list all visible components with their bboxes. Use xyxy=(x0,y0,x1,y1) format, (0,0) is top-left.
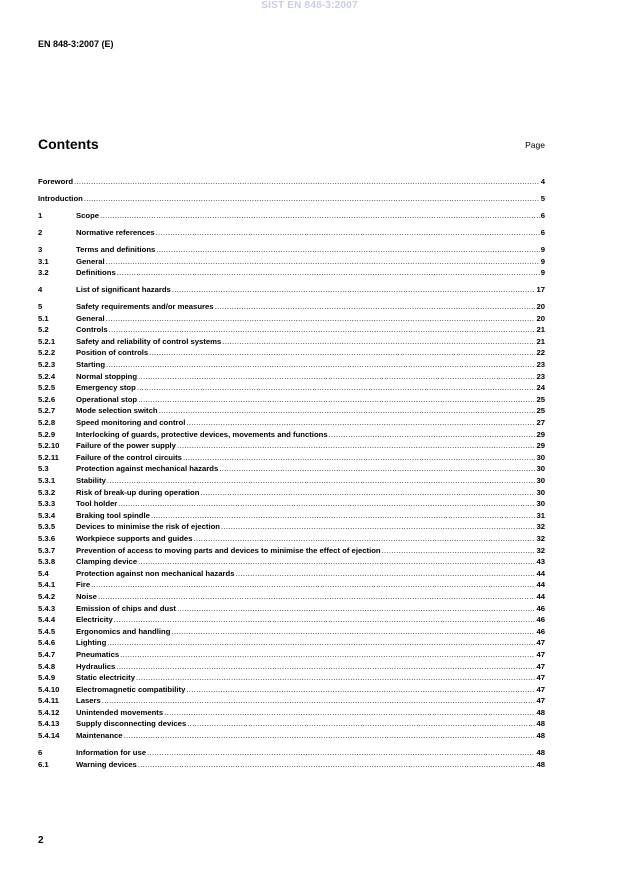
toc-entry[interactable] xyxy=(38,176,545,188)
toc-entry-number: 6.1 xyxy=(38,759,49,769)
toc-entry-number: 5.3.3 xyxy=(38,499,56,509)
toc-entry-page: 30 xyxy=(536,499,545,509)
toc-entry-page: 46 xyxy=(536,603,545,613)
toc-dot-leader xyxy=(98,591,536,603)
toc-dot-leader xyxy=(221,521,535,533)
toc-entry-title: Safety requirements and/or measures xyxy=(76,302,214,312)
toc-entry-title: Definitions xyxy=(76,268,116,278)
toc-entry[interactable] xyxy=(38,284,545,296)
toc-entry[interactable] xyxy=(38,244,545,256)
toc-entry[interactable] xyxy=(38,626,545,638)
toc-dot-leader xyxy=(106,256,540,268)
toc-entry[interactable] xyxy=(38,475,545,487)
toc-entry-title: Safety and reliability of control systems xyxy=(76,336,222,346)
toc-entry-title: Pneumatics xyxy=(76,649,120,659)
toc-entry-number: 5.4.7 xyxy=(38,649,56,659)
toc-dot-leader xyxy=(138,371,535,383)
toc-entry[interactable] xyxy=(38,672,545,684)
toc-entry-number: 5.4.1 xyxy=(38,580,56,590)
toc-entry-title: List of significant hazards xyxy=(76,285,171,295)
toc-entry-title: Warning devices xyxy=(76,759,137,769)
toc-entry[interactable] xyxy=(38,684,545,696)
toc-dot-leader xyxy=(215,301,536,313)
toc-entry-title: General xyxy=(76,256,105,266)
toc-entry-page: 46 xyxy=(536,626,545,636)
toc-entry-page: 24 xyxy=(536,383,545,393)
toc-entry-page: 30 xyxy=(536,487,545,497)
toc-dot-leader xyxy=(177,440,535,452)
toc-entry-page: 32 xyxy=(536,545,545,555)
toc-dot-leader xyxy=(177,603,535,615)
toc-entry-title: Noise xyxy=(76,591,97,601)
toc-entry-page: 48 xyxy=(536,748,545,758)
toc-dot-leader xyxy=(138,556,535,568)
toc-entry-number: 5.3.5 xyxy=(38,522,56,532)
toc-entry-title: Protection against mechanical hazards xyxy=(76,464,219,474)
toc-dot-leader xyxy=(102,695,536,707)
toc-entry-title: Terms and definitions xyxy=(76,244,156,254)
toc-entry[interactable] xyxy=(38,347,545,359)
toc-entry-title: Information for use xyxy=(76,748,147,758)
toc-entry-number: 5.4.10 xyxy=(38,684,60,694)
toc-entry-title: Operational stop xyxy=(76,394,138,404)
toc-dot-leader xyxy=(84,193,540,205)
toc-entry-title: Maintenance xyxy=(76,731,123,741)
toc-entry-number: 5.2.2 xyxy=(38,348,56,358)
toc-entry-title: Devices to minimise the risk of ejection xyxy=(76,522,220,532)
toc-entry-page: 30 xyxy=(536,464,545,474)
toc-entry-title: Introduction xyxy=(38,193,83,203)
toc-entry-number: 5.2.3 xyxy=(38,360,56,370)
toc-entry-number: 5.2.11 xyxy=(38,452,59,462)
toc-entry[interactable] xyxy=(38,405,545,417)
toc-dot-leader xyxy=(136,672,535,684)
toc-dot-leader xyxy=(171,626,535,638)
toc-entry[interactable] xyxy=(38,324,545,336)
toc-entry[interactable] xyxy=(38,359,545,371)
toc-entry-title: Normal stopping xyxy=(76,371,138,381)
toc-entry-title: Fire xyxy=(76,580,91,590)
toc-entry-title: Protection against non mechanical hazards xyxy=(76,568,235,578)
toc-entry[interactable] xyxy=(38,730,545,742)
toc-entry-title: Unintended movements xyxy=(76,707,164,717)
toc-entry-number: 5.4.13 xyxy=(38,719,60,729)
toc-dot-leader xyxy=(106,359,535,371)
toc-entry[interactable] xyxy=(38,440,545,452)
toc-entry[interactable] xyxy=(38,452,545,464)
toc-dot-leader xyxy=(107,637,535,649)
toc-entry-page: 48 xyxy=(536,707,545,717)
toc-entry-number: 5.3.6 xyxy=(38,533,56,543)
toc-entry-page: 17 xyxy=(536,285,545,295)
toc-entry[interactable] xyxy=(38,227,545,239)
toc-entry-title: Interlocking of guards, protective devices, movements and functions xyxy=(76,429,328,439)
toc-dot-leader xyxy=(151,510,536,522)
toc-dot-leader xyxy=(187,718,535,730)
toc-entry[interactable] xyxy=(38,267,545,279)
toc-entry[interactable] xyxy=(38,382,545,394)
toc-dot-leader xyxy=(329,429,536,441)
toc-entry-page: 44 xyxy=(536,580,545,590)
toc-dot-leader xyxy=(118,498,535,510)
toc-entry-title: Failure of the control circuits xyxy=(76,452,182,462)
toc-entry-number: 5.4.4 xyxy=(38,615,56,625)
toc-entry[interactable] xyxy=(38,301,545,313)
toc-entry[interactable] xyxy=(38,417,545,429)
toc-entry[interactable] xyxy=(38,510,545,522)
toc-dot-leader xyxy=(156,227,540,239)
toc-dot-leader xyxy=(74,176,540,188)
toc-entry-number: 5.4.11 xyxy=(38,696,59,706)
toc-dot-leader xyxy=(172,284,536,296)
toc-entry[interactable] xyxy=(38,637,545,649)
toc-entry-number: 5.4.14 xyxy=(38,731,60,741)
toc-entry-title: Risk of break-up during operation xyxy=(76,487,200,497)
toc-entry-number: 5.4 xyxy=(38,568,49,578)
toc-dot-leader xyxy=(91,579,535,591)
toc-entry[interactable] xyxy=(38,371,545,383)
toc-entry-title: Ergonomics and handling xyxy=(76,626,171,636)
toc-entry[interactable] xyxy=(38,533,545,545)
toc-entry-page: 25 xyxy=(536,406,545,416)
toc-entry-page: 9 xyxy=(540,256,545,266)
toc-dot-leader xyxy=(147,747,535,759)
toc-entry-number: 5.4.8 xyxy=(38,661,56,671)
toc-entry[interactable] xyxy=(38,256,545,268)
toc-dot-leader xyxy=(219,463,535,475)
toc-entry-page: 48 xyxy=(536,759,545,769)
toc-dot-leader xyxy=(183,452,536,464)
page-column-label: Page xyxy=(525,140,545,150)
toc-entry-page: 9 xyxy=(540,268,545,278)
toc-entry-page: 25 xyxy=(536,394,545,404)
toc-dot-leader xyxy=(116,661,535,673)
toc-entry-title: Foreword xyxy=(38,177,74,186)
toc-dot-leader xyxy=(120,649,535,661)
toc-entry-page: 48 xyxy=(536,719,545,729)
toc-entry-number: 5.2.6 xyxy=(38,394,56,404)
toc-entry-page: 6 xyxy=(540,227,545,237)
toc-entry-page: 5 xyxy=(540,193,545,203)
toc-entry-page: 32 xyxy=(536,522,545,532)
toc-entry[interactable] xyxy=(38,463,545,475)
toc-entry-number: 5 xyxy=(38,302,43,312)
toc-entry-title: Scope xyxy=(76,210,100,220)
toc-entry[interactable] xyxy=(38,193,545,205)
toc-entry-title: Static electricity xyxy=(76,673,135,683)
toc-dot-leader xyxy=(186,684,535,696)
toc-entry-title: Braking tool spindle xyxy=(76,510,150,520)
toc-entry-number: 5.3 xyxy=(38,464,49,474)
toc-entry-number: 5.2.8 xyxy=(38,418,56,428)
toc-entry-page: 20 xyxy=(536,313,545,323)
toc-entry[interactable] xyxy=(38,210,545,222)
toc-entry-number: 5.4.3 xyxy=(38,603,56,613)
toc-entry-number: 5.3.8 xyxy=(38,557,56,567)
toc-dot-leader xyxy=(149,347,535,359)
page-number: 2 xyxy=(38,835,44,846)
toc-entry-page: 29 xyxy=(536,429,545,439)
toc-dot-leader xyxy=(117,267,540,279)
toc-dot-leader xyxy=(164,707,535,719)
toc-dot-leader xyxy=(114,614,536,626)
toc-entry-page: 32 xyxy=(536,533,545,543)
toc-entry-title: Lighting xyxy=(76,638,107,648)
toc-entry-page: 23 xyxy=(536,371,545,381)
toc-entry-page: 6 xyxy=(540,210,545,220)
toc-entry-page: 21 xyxy=(536,325,545,335)
toc-entry-title: Emission of chips and dust xyxy=(76,603,176,613)
toc-entry-title: Prevention of access to moving parts and devices to minimise the effect of ejection xyxy=(76,545,381,555)
toc-entry-number: 5.1 xyxy=(38,313,49,323)
toc-entry[interactable] xyxy=(38,614,545,626)
toc-entry[interactable] xyxy=(38,661,545,673)
toc-entry-number: 5.3.2 xyxy=(38,487,56,497)
toc-entry[interactable] xyxy=(38,498,545,510)
toc-entry-number: 3 xyxy=(38,244,43,254)
toc-entry-page: 47 xyxy=(536,661,545,671)
toc-entry-title: Tool holder xyxy=(76,499,118,509)
toc-dot-leader xyxy=(222,336,535,348)
toc-dot-leader xyxy=(156,244,539,256)
toc-entry-number: 5.4.2 xyxy=(38,591,56,601)
toc-entry-page: 31 xyxy=(536,510,545,520)
toc-entry[interactable] xyxy=(38,394,545,406)
toc-entry-page: 43 xyxy=(536,557,545,567)
toc-entry-page: 27 xyxy=(536,418,545,428)
toc-entry-title: Electromagnetic compatibility xyxy=(76,684,186,694)
toc-entry-number: 5.3.7 xyxy=(38,545,56,555)
toc-entry[interactable] xyxy=(38,759,545,771)
toc-entry-number: 5.2.5 xyxy=(38,383,56,393)
toc-entry-page: 44 xyxy=(536,591,545,601)
toc-entry[interactable] xyxy=(38,545,545,557)
toc-entry-title: Lasers xyxy=(76,696,101,706)
toc-entry-page: 47 xyxy=(536,649,545,659)
toc-entry[interactable] xyxy=(38,429,545,441)
toc-entry-page: 47 xyxy=(536,684,545,694)
toc-entry-page: 4 xyxy=(540,177,545,186)
toc-entry-page: 46 xyxy=(536,615,545,625)
toc-dot-leader xyxy=(109,324,536,336)
toc-dot-leader xyxy=(200,487,535,499)
toc-dot-leader xyxy=(186,417,535,429)
toc-dot-leader xyxy=(382,545,536,557)
toc-entry[interactable] xyxy=(38,718,545,730)
toc-entry-title: Position of controls xyxy=(76,348,149,358)
toc-entry[interactable] xyxy=(38,568,545,580)
toc-entry-page: 47 xyxy=(536,673,545,683)
toc-entry-number: 5.2.7 xyxy=(38,406,56,416)
toc-entry-number: 1 xyxy=(38,210,43,220)
toc-entry-title: Failure of the power supply xyxy=(76,441,176,451)
toc-entry-number: 5.4.9 xyxy=(38,673,56,683)
toc-entry-title: Starting xyxy=(76,360,106,370)
toc-entry-number: 2 xyxy=(38,227,43,237)
toc-entry[interactable] xyxy=(38,556,545,568)
toc-dot-leader xyxy=(193,533,535,545)
toc-entry-number: 5.2.4 xyxy=(38,371,56,381)
toc-entry-page: 23 xyxy=(536,360,545,370)
toc-entry-number: 5.2.1 xyxy=(38,336,56,346)
toc-entry-number: 5.2 xyxy=(38,325,49,335)
toc-dot-leader xyxy=(124,730,536,742)
table-of-contents xyxy=(38,176,545,770)
toc-entry-number: 5.2.9 xyxy=(38,429,56,439)
toc-dot-leader xyxy=(138,394,535,406)
toc-entry-title: Emergency stop xyxy=(76,383,136,393)
toc-dot-leader xyxy=(137,382,536,394)
toc-entry-page: 9 xyxy=(540,244,545,254)
toc-entry-number: 5.4.5 xyxy=(38,626,56,636)
toc-entry-title: Hydraulics xyxy=(76,661,116,671)
toc-entry[interactable] xyxy=(38,313,545,325)
toc-entry[interactable] xyxy=(38,591,545,603)
toc-dot-leader xyxy=(107,475,536,487)
toc-entry-number: 6 xyxy=(38,748,43,758)
toc-entry-page: 29 xyxy=(536,441,545,451)
toc-dot-leader xyxy=(138,759,536,771)
toc-entry[interactable] xyxy=(38,521,545,533)
toc-entry-page: 47 xyxy=(536,638,545,648)
toc-entry-title: Stability xyxy=(76,476,106,485)
toc-entry-title: Mode selection switch xyxy=(76,406,158,416)
toc-entry-number: 3.2 xyxy=(38,268,49,278)
toc-dot-leader xyxy=(106,313,536,325)
watermark: SIST EN 848-3:2007 xyxy=(261,0,358,11)
toc-entry[interactable] xyxy=(38,487,545,499)
toc-entry-page: 21 xyxy=(536,336,545,346)
toc-entry-page: 30 xyxy=(536,476,545,485)
toc-entry[interactable] xyxy=(38,649,545,661)
toc-dot-leader xyxy=(236,568,536,580)
document-id: EN 848-3:2007 (E) xyxy=(38,39,114,49)
toc-entry-title: Clamping device xyxy=(76,557,138,567)
toc-dot-leader xyxy=(100,210,540,222)
toc-entry-title: General xyxy=(76,313,105,323)
toc-entry-number: 5.4.6 xyxy=(38,638,56,648)
toc-entry-number: 5.4.12 xyxy=(38,707,60,717)
toc-entry-page: 30 xyxy=(536,452,545,462)
toc-entry-title: Speed monitoring and control xyxy=(76,418,186,428)
toc-entry-title: Workpiece supports and guides xyxy=(76,533,193,543)
toc-entry[interactable] xyxy=(38,707,545,719)
toc-dot-leader xyxy=(159,405,536,417)
toc-entry-number: 4 xyxy=(38,285,43,295)
toc-entry-title: Electricity xyxy=(76,615,113,625)
toc-entry-page: 20 xyxy=(536,302,545,312)
toc-entry-number: 5.3.1 xyxy=(38,476,56,485)
toc-entry-page: 48 xyxy=(536,731,545,741)
toc-entry[interactable] xyxy=(38,579,545,591)
toc-entry[interactable] xyxy=(38,336,545,348)
toc-entry-number: 5.3.4 xyxy=(38,510,56,520)
toc-entry-title: Normative references xyxy=(76,227,155,237)
toc-entry-title: Controls xyxy=(76,325,108,335)
toc-entry-number: 3.1 xyxy=(38,256,49,266)
toc-entry-number: 5.2.10 xyxy=(38,441,60,451)
toc-entry-page: 44 xyxy=(536,568,545,578)
toc-entry-page: 22 xyxy=(536,348,545,358)
toc-entry[interactable] xyxy=(38,695,545,707)
toc-entry-page: 47 xyxy=(536,696,545,706)
toc-entry-title: Supply disconnecting devices xyxy=(76,719,187,729)
toc-entry[interactable] xyxy=(38,747,545,759)
contents-title: Contents xyxy=(38,136,99,152)
toc-entry[interactable] xyxy=(38,603,545,615)
